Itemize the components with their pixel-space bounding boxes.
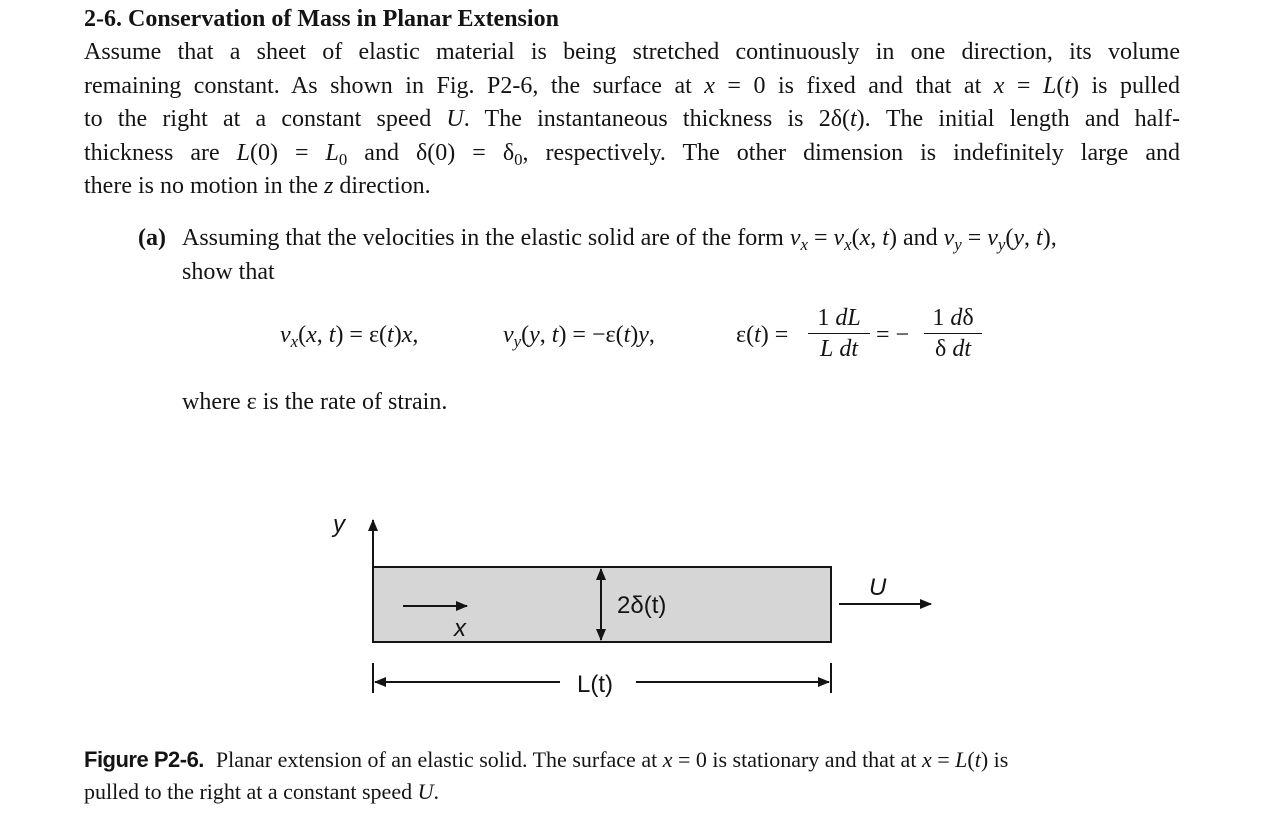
caption-line-1: Figure P2-6. Planar extension of an elastic solid. The surface at x = 0 is stationary and that at x = L(t) is [84,747,1009,772]
caption-label: Figure P2-6. [84,747,204,772]
equation-3-equals: = − [876,322,910,348]
where-statement: where ε is the rate of strain. [182,389,448,415]
problem-title: 2-6. Conservation of Mass in Planar Extension [84,6,559,32]
problem-line-2: remaining constant. As shown in Fig. P2-6, the surface at x = 0 is fixed and that at x = L(t) is pulled [84,72,1180,99]
x-axis-label: x [454,615,466,642]
problem-line-3: to the right at a constant speed U. The instantaneous thickness is 2δ(t). The initial length and half- [84,106,1180,132]
caption-line-2: pulled to the right at a constant speed U. [84,779,439,804]
equation-3-lhs: ε(t) = [736,322,789,348]
equation-1: $v_x(x$, t) = ε(t)x, [280,322,419,351]
part-a-line-1: Assuming that the velocities in the elastic solid are of the form $v_x = v_x(x$, t) and $v_y = v_y(y$, t), [182,225,1057,254]
equation-2: $v_y(y$, t) = −ε(t)y, [503,322,655,351]
fraction-1-over-L-dL-dt: 1 dL L dt [808,304,870,363]
speed-label: U [869,574,887,601]
part-a-line-2: show that [182,258,275,285]
problem-line-1: Assume that a sheet of elastic material is being stretched continuously in one direction, its volume [84,39,1180,65]
problem-line-4: thickness are $L(0) = L_0$ and $\delta(0) = \delta_0$, respectively. The other dimension is indefinitely large and [84,139,1180,169]
figure-caption [84,744,1008,808]
y-axis-label: y [333,511,345,538]
problem-line-5: there is no motion in the z direction. [84,173,431,199]
length-label: L(t) [577,671,613,698]
fraction-1-over-delta-ddelta-dt: 1 dδ δ dt [924,304,982,363]
part-a-label: (a) [138,225,166,251]
thickness-label: 2δ(t) [617,592,667,619]
